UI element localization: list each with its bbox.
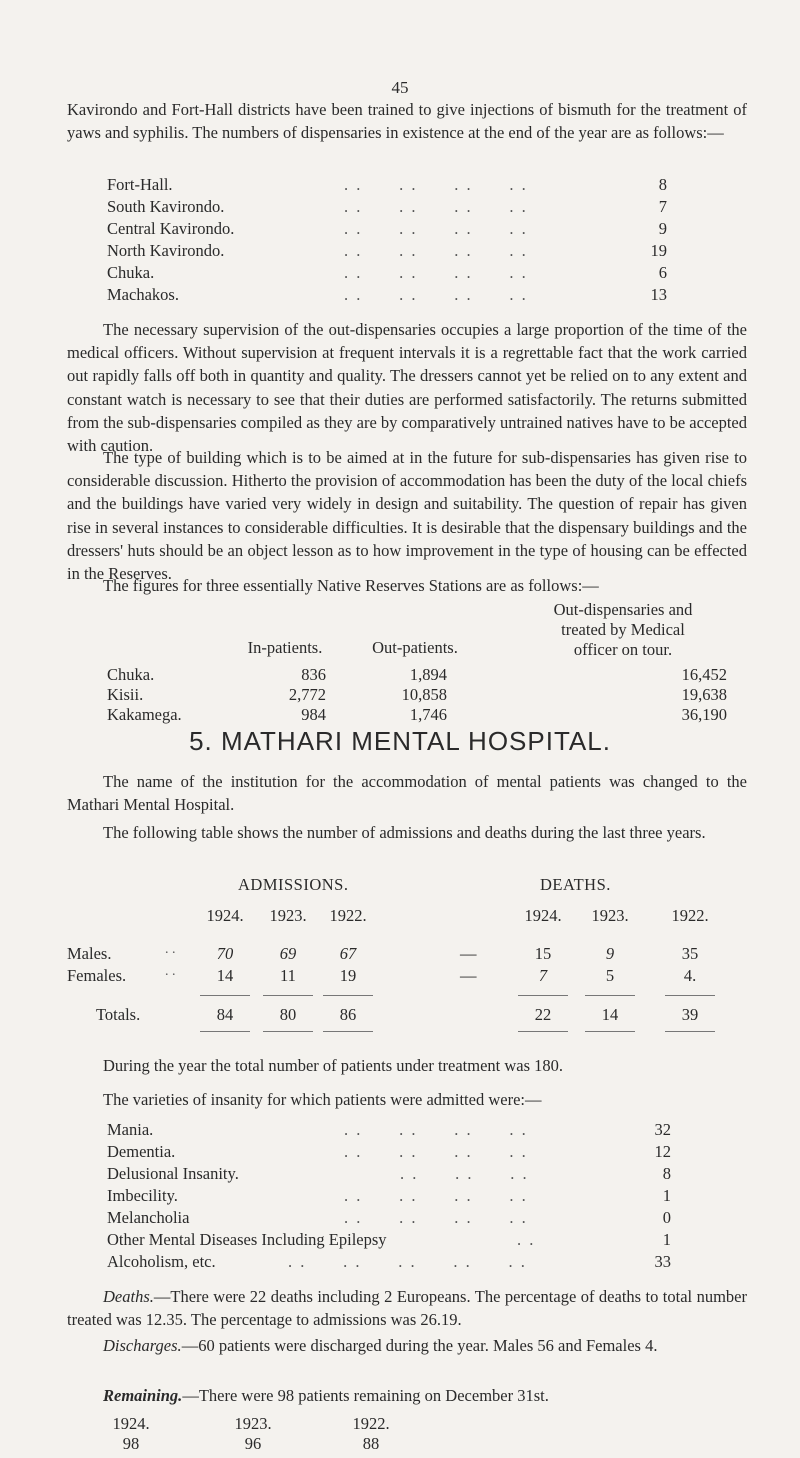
table-cell: 69 xyxy=(279,944,297,963)
table-cell: 19 xyxy=(339,966,357,985)
year-header: 1922. xyxy=(329,906,367,925)
deaths-paragraph xyxy=(67,1285,747,1331)
table-cell: 11 xyxy=(280,966,296,985)
table-cell: 7 xyxy=(538,966,548,985)
table-cell: 96 xyxy=(244,1434,262,1453)
column-header: Out-dispensaries and xyxy=(553,600,693,619)
list-item: Mania. . . . . . . . . 32 xyxy=(107,1120,671,1139)
table-cell: 15 xyxy=(534,944,552,963)
list-item: Central Kavirondo. . . . . . . . . 9 xyxy=(107,219,667,238)
section-title: 5. MATHARI MENTAL HOSPITAL. xyxy=(189,726,611,756)
list-item: Machakos. . . . . . . . . 13 xyxy=(107,285,667,304)
list-item: Other Mental Diseases Including Epilepsy . . 1 xyxy=(107,1230,671,1249)
column-header: In-patients. xyxy=(247,638,323,657)
table-cell: 67 xyxy=(339,944,357,963)
table-cell: 88 xyxy=(362,1434,380,1453)
admissions-header: ADMISSIONS. xyxy=(238,875,349,894)
discharges-paragraph xyxy=(67,1334,747,1357)
table-cell: 22 xyxy=(534,1005,552,1024)
year-header: 1922. xyxy=(352,1414,390,1433)
list-item: Chuka. . . . . . . . . 6 xyxy=(107,263,667,282)
table-intro: The following table shows the number of admissions and deaths during the last three years. xyxy=(103,823,706,842)
list-item: Melancholia . . . . . . . . 0 xyxy=(107,1208,671,1227)
supervision-paragraph: The necessary supervision of the out-dispensaries occupies a large proportion of the time of the medical officers. Without supervision at frequent intervals it is a regrettable fact that the work carried out rapidly falls off both in quantity and quality. The dressers cannot yet be relied on to any extent and constant watch is necessary to see that their duties are performed satisfactorily. The returns submitted from the sub-dispensaries compiled as they are by comparatively untrained natives have to be accepted with caution. xyxy=(67,320,747,456)
row-label: Females. xyxy=(67,966,127,985)
year-header: 1924. xyxy=(206,906,244,925)
list-item: Alcoholism, etc. . . . . . . . . . . 33 xyxy=(107,1252,671,1271)
list-item: South Kavirondo. . . . . . . . . 7 xyxy=(107,197,667,216)
year-header: 1923. xyxy=(234,1414,272,1433)
table-cell: 98 xyxy=(122,1434,140,1453)
list-item: Imbecility. . . . . . . . . 1 xyxy=(107,1186,671,1205)
remaining-paragraph xyxy=(67,1384,747,1407)
year-header: 1923. xyxy=(591,906,629,925)
row-label: Totals. xyxy=(96,1005,141,1024)
table-cell: 14 xyxy=(216,966,234,985)
list-item: Dementia. . . . . . . . . 12 xyxy=(107,1142,671,1161)
column-header: treated by Medical xyxy=(561,620,685,639)
year-header: 1922. xyxy=(671,906,709,925)
stations-intro: The figures for three essentially Native Reserves Stations are as follows:— xyxy=(103,576,599,595)
year-header: 1924. xyxy=(112,1414,150,1433)
year-header: 1923. xyxy=(269,906,307,925)
building-paragraph: The type of building which is to be aimed at in the future for sub-dispensaries has given rise to considerable discussion. Hitherto the provision of accommodation has been the duty of the local chiefs and the buildings have varied very widely in design and suitability. The question of repair has given rise in several instances to considerable difficulties. It is desirable that the dispensary buildings and the dressers' huts should be an object lesson as to how improvement in the type of housing can be effected in the Reserves. xyxy=(67,448,747,584)
table-cell: 86 xyxy=(339,1005,357,1024)
table-cell: 4. xyxy=(683,966,697,985)
deaths-header: DEATHS. xyxy=(540,875,611,894)
varieties-intro: The varieties of insanity for which patients were admitted were:— xyxy=(103,1090,542,1109)
table-cell: 80 xyxy=(279,1005,297,1024)
document-page: 45 Kavirondo and Fort-Hall districts have been trained to give injections of bismuth for the treatment of yaws and syphilis. The numbers of dispensaries in existence at the end of the year are as follows:— Fort-Hall. . . . . . . . . 8 South Kavirondo. . . . . . . . . 7 Central Kavirondo. . . . . . . . . 9 North Kavirondo. . . . . . . . . 19 Chuka. . . . . . . . . 6 Machakos. . . . . . . . . 13 The necessary supervision of the out-dispensaries occupies a large proportion of the time of the medical officers. Without supervision at frequent intervals it is a regrettable fact that the work carried out rapidly falls off both in quantity and quality. The dressers cannot yet be relied on to any extent and constant watch is necessary to see that their duties are performed satisfactorily. The returns submitted from the sub-dispensaries compiled as they are by comparatively untrained natives have to be accepted with caution. The type of building which is to be aimed at in the future for sub-dispensaries has given rise to considerable discussion. Hitherto the provision of accommodation has been the duty of the local chiefs and the buildings have varied very widely in design and suitability. The question of repair has given rise in several instances to considerable difficulties. It is desirable that the dispensary buildings and the dressers' huts should be an object lesson as to how improvement in the type of housing can be effected in the Reserves. The figures for three essentially Native Reserves Stations are as follows:— In-patients. Out-patients. Out-dispensaries and treated by Medical officer on tour. Chuka. 836 1,894 16,452 Kisii. 2,772 10,858 19,638 Kakamega. 984 1,746 36,190 5. MATHARI MENTAL HOSPITAL. The name of the institution for the accommodation of mental patients was changed to the Mathari Mental Hospital. The following table shows the number of admissions and deaths during the last three years. ADMISSIONS. DEATHS. 1924. 1923. 1922. 1924. 1923. 1922. Males. . . 70 69 67 — 15 9 35 Females. . . 14 11 19 — 7 5 4. Totals. 84 80 86 22 14 39 During the year the total number of patients under treatment was 180. The varieties of insanity for which patients were admitted were:— Mania. . . . . . . . . 32 Dementia. . . . . . . . . 12 Delusional Insanity. . . . . . . 8 Imbecility. . . . . . . . . 1 Melancholia . . . . . . . . 0 Other Mental Diseases Including Epilepsy . . 1 Alcoholism, etc. . . . . . . . . . . 33 Deaths.—There were 22 deaths including 2 Europeans. The percentage of deaths to total number treated was 12.35. The percentage to admissions was 26.19. Discharges.—60 patients were discharged during the year. Males 56 and Females 4. Remaining.—There were 98 patients remaining on December 31st. 1924. 1923. 1922. 98 96 88 xyxy=(0,0,800,1458)
table-cell: 39 xyxy=(681,1005,699,1024)
remaining-label: Remaining. xyxy=(103,1386,183,1405)
table-row: Kakamega. 984 1,746 36,190 xyxy=(107,705,727,724)
deaths-text: —There were 22 deaths including 2 Europeans. The percentage of deaths to total number treated was 12.35. The percentage to admissions was 26.19. xyxy=(67,1287,747,1330)
discharges-text: —60 patients were discharged during the year. Males 56 and Females 4. xyxy=(181,1336,658,1355)
table-cell: 70 xyxy=(216,944,234,963)
table-cell: 5 xyxy=(605,966,615,985)
table-row: Chuka. 836 1,894 16,452 xyxy=(107,665,727,684)
intro-paragraph: Kavirondo and Fort-Hall districts have been trained to give injections of bismuth for the treatment of yaws and syphilis. The numbers of dispensaries in existence at the end of the year are as follows:— xyxy=(67,100,747,143)
table-cell: 14 xyxy=(601,1005,619,1024)
list-item: Fort-Hall. . . . . . . . . 8 xyxy=(107,175,667,194)
column-header: officer on tour. xyxy=(573,640,673,659)
table-row: Kisii. 2,772 10,858 19,638 xyxy=(107,685,727,704)
year-header: 1924. xyxy=(524,906,562,925)
list-item: Delusional Insanity. . . . . . . 8 xyxy=(107,1164,671,1183)
page-number: 45 xyxy=(391,78,409,97)
list-item: North Kavirondo. . . . . . . . . 19 xyxy=(107,241,667,260)
deaths-label: Deaths. xyxy=(103,1287,154,1306)
total-treatment: During the year the total number of patients under treatment was 180. xyxy=(103,1056,564,1075)
column-header: Out-patients. xyxy=(372,638,458,657)
table-cell: 9 xyxy=(605,944,615,963)
row-label: Males. xyxy=(67,944,112,963)
table-cell: 84 xyxy=(216,1005,234,1024)
remaining-text: —There were 98 patients remaining on December 31st. xyxy=(182,1386,549,1405)
name-change-paragraph: The name of the institution for the accommodation of mental patients was changed to the Mathari Mental Hospital. xyxy=(67,772,747,815)
table-cell: 35 xyxy=(681,944,699,963)
discharges-label: Discharges. xyxy=(103,1336,182,1355)
